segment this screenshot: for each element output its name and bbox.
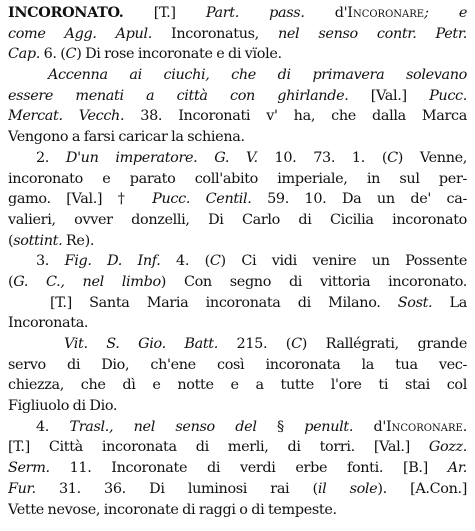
text-line xyxy=(8,210,467,231)
text-segment: Ar. xyxy=(447,460,467,477)
text-segment: 10. 73. 1. ( xyxy=(257,149,388,166)
text-line xyxy=(8,500,467,521)
text-segment: Incoronatus, xyxy=(151,25,278,42)
text-segment: INCORONATO. xyxy=(8,4,124,21)
text-segment: 2. xyxy=(36,149,66,166)
text-line xyxy=(8,44,467,65)
text-segment: gamo. [Val.] † xyxy=(8,191,153,208)
text-segment: G. C., nel limbo xyxy=(13,273,161,290)
text-segment: Accenna ai ciuchi, che di primavera solevano xyxy=(48,67,467,84)
text-segment: ). [A.Con.] xyxy=(377,480,467,497)
text-line xyxy=(8,396,467,417)
text-segment: come Agg. Apul. xyxy=(8,25,152,42)
text-segment: Pucc. Centil. xyxy=(152,191,252,208)
text-segment: [T.] Santa Maria incoronata di Milano. xyxy=(50,294,398,311)
text-segment: § xyxy=(256,418,305,435)
text-segment: Gozz. xyxy=(428,439,467,456)
text-segment: C xyxy=(387,149,398,166)
text-line xyxy=(8,148,467,169)
text-line xyxy=(8,355,467,376)
text-segment: il sole xyxy=(317,480,378,497)
text-segment: ( xyxy=(8,232,14,249)
text-line xyxy=(8,272,467,293)
text-line xyxy=(8,65,467,86)
text-line xyxy=(8,293,467,314)
text-segment: ) Rallégrati, grande xyxy=(301,336,467,352)
text-segment: Pucc. xyxy=(429,87,467,104)
text-segment: [T.] Città incoronata di merli, di torri. [Val.] xyxy=(8,439,429,456)
text-segment: Fig. D. Inf. xyxy=(64,253,161,270)
text-segment: . xyxy=(462,418,467,435)
text-segment: penult. xyxy=(304,418,354,435)
text-segment: essere menati a città con ghirlande. xyxy=(8,87,349,104)
text-line xyxy=(8,458,467,479)
text-line xyxy=(8,189,467,210)
text-segment: incoronato e parato coll'abito imperiale, in sul per- xyxy=(8,170,467,187)
text-segment: 31. 36. Di luminosi rai ( xyxy=(35,480,318,497)
text-line xyxy=(8,86,467,107)
text-line xyxy=(8,437,467,458)
text-line xyxy=(8,127,467,148)
text-segment: Vette nevose, incoronate di raggi o di tempeste. xyxy=(8,501,337,518)
text-segment: valieri, ovver donzelli, Di Carlo di Cicilia incoronato xyxy=(8,211,467,228)
text-segment: ) Venne, xyxy=(397,149,467,166)
text-segment: Sost. xyxy=(397,294,433,311)
text-segment: ) Di rose incoronate e di vïole. xyxy=(76,46,282,63)
text-segment: ; e xyxy=(424,5,467,21)
text-segment: C xyxy=(65,46,77,63)
text-segment: Vengono a farsi caricar la schiena. xyxy=(8,129,245,146)
text-segment: d' xyxy=(353,418,386,435)
text-segment: d' xyxy=(304,5,348,21)
text-line xyxy=(8,251,467,272)
text-segment: ) Con segno di vittoria incoronato. xyxy=(160,273,467,290)
text-line xyxy=(8,479,467,500)
text-segment: Re). xyxy=(62,232,95,249)
text-line xyxy=(8,417,467,438)
text-segment: 4. xyxy=(36,418,70,435)
text-segment: Cap. xyxy=(8,46,40,63)
text-segment: Trasl., nel senso del xyxy=(69,418,257,435)
text-line xyxy=(8,313,467,334)
text-segment: Part. pass. xyxy=(205,5,305,21)
text-segment: Incoronare xyxy=(347,5,425,21)
text-segment: La xyxy=(432,294,467,311)
text-line xyxy=(8,24,467,45)
text-segment: chiezza, che dì e notte e a tutte l'ore ti stai col xyxy=(8,377,467,394)
text-segment: Serm. xyxy=(8,460,50,477)
text-segment: sottint. xyxy=(13,232,63,249)
text-line xyxy=(8,106,467,127)
text-segment: 4. ( xyxy=(160,253,210,270)
text-segment: Incoronata. xyxy=(8,315,89,332)
text-segment: 6. ( xyxy=(39,46,66,63)
text-segment: 11. Incoronate di verdi erbe fonti. [B.] xyxy=(49,460,448,477)
text-line xyxy=(8,169,467,190)
text-segment: Figliuolo di Dio. xyxy=(8,398,118,415)
text-segment: ) Ci vidi venire un Possente xyxy=(220,253,467,270)
text-line xyxy=(8,231,467,252)
text-segment: 215. ( xyxy=(217,336,292,352)
text-segment: [T.] xyxy=(123,5,206,21)
text-segment: 3. xyxy=(36,253,65,270)
text-segment: ( xyxy=(8,273,14,290)
text-segment: 59. 10. Da un de' ca- xyxy=(251,191,467,208)
text-segment: Fur. xyxy=(8,480,36,497)
text-line xyxy=(8,334,467,355)
text-line xyxy=(8,375,467,396)
text-segment: Mercat. Vecch. xyxy=(8,108,125,125)
text-segment: 38. Incoronati v' ha, che dalla Marca xyxy=(124,108,467,125)
text-line xyxy=(8,3,467,24)
text-segment: D'un imperatore. G. V. xyxy=(65,149,258,166)
text-segment: Vit. S. Gio. Batt. xyxy=(64,336,218,352)
text-segment: Incoronare xyxy=(385,418,463,435)
text-segment: servo di Dio, ch'ene così incoronata la tua vec- xyxy=(8,356,467,373)
text-segment: C xyxy=(291,336,302,352)
text-segment: C xyxy=(209,253,221,270)
text-segment: [Val.] xyxy=(348,87,430,104)
text-segment: nel senso contr. Petr. xyxy=(277,25,467,42)
